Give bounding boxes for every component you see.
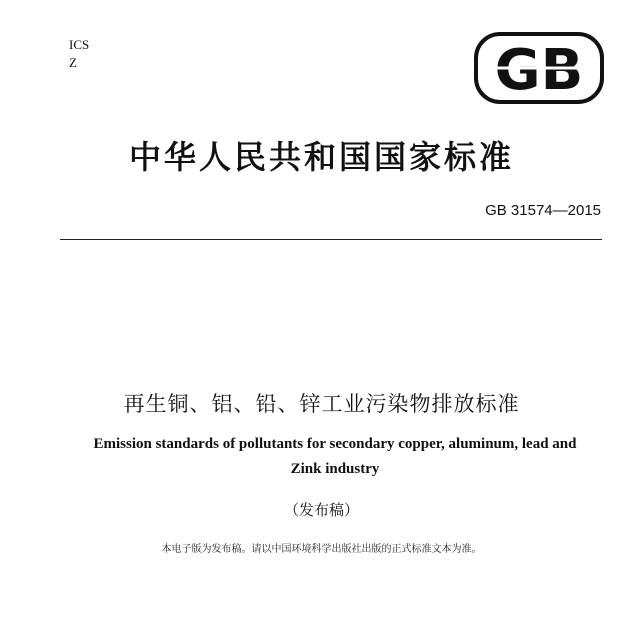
release-label: （发布稿） (283, 501, 359, 519)
header-divider (60, 239, 602, 240)
gb-logo-graphic (474, 32, 604, 104)
title-en-line-2: Zink industry (290, 461, 380, 477)
gb-logo (474, 32, 604, 104)
ics-class: Z (69, 55, 77, 70)
ics-code-block (69, 36, 89, 72)
edition-notice: 本电子版为发布稿。请以中国环境科学出版社出版的正式标准文本为准。 (161, 544, 482, 555)
svg-text:GB: GB (494, 38, 584, 103)
standard-title-zh: 再生铜、铝、铅、锌工业污染物排放标准 (123, 392, 520, 416)
national-standard-title: 中华人民共和国国家标准 (128, 138, 514, 176)
standard-number: GB 31574—2015 (485, 202, 601, 219)
ics-label: ICS (69, 37, 90, 52)
standard-title-en (70, 432, 600, 482)
title-en-line-1: Emission standards of pollutants for secondary copper, aluminum, lead and (93, 436, 577, 452)
